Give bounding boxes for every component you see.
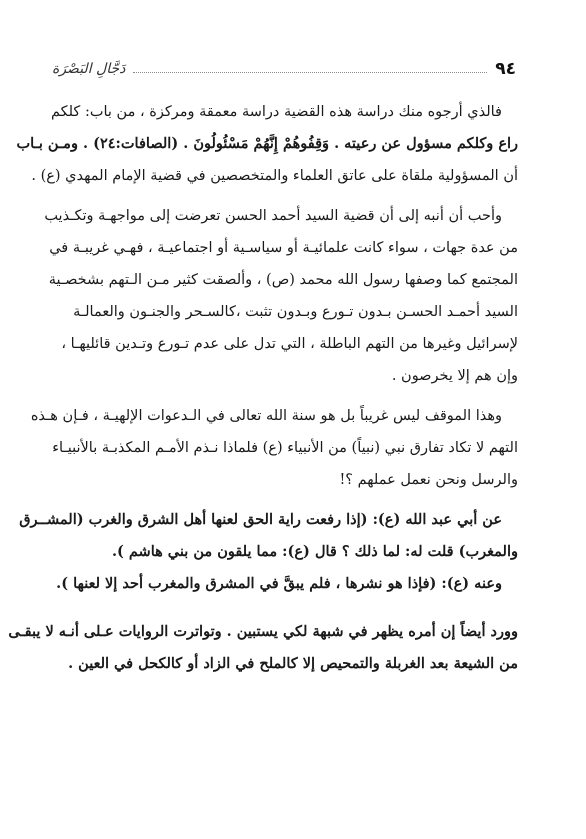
text-line: لإسرائيل وغيرها من التهم الباطلة ، التي تدل على عدم تـورع وتـدين قائليهـا ، [61, 336, 518, 352]
header-divider [133, 72, 487, 73]
paragraph-gap [52, 192, 518, 200]
text-line: فالذي أرجوه منك دراسة هذه القضية دراسة معمقة ومركزة ، من باب: كلكم [50, 104, 502, 120]
paragraph-gap [52, 608, 518, 616]
text-line: وإن هم إلا يخرصون . [391, 368, 518, 384]
page-number: ٩٤ [495, 59, 516, 79]
paragraph-gap [52, 600, 518, 608]
text-line: من الشيعة بعد الغربلة والتمحيص إلا كالملح في الزاد أو كالكحل في العين . [68, 655, 518, 672]
paragraph-2 [44, 200, 518, 392]
text-line: أن المسؤولية ملقاة على عاتق العلماء والمتخصصين في قضية الإمام المهدي (ع) . [31, 168, 518, 184]
text-line: عن أبي عبد الله (ع): (إذا رفعت راية الحق لعنها أهل الشرق والغرب (المشــرق [19, 511, 502, 528]
text-line: راع وكلكم مسؤول عن رعيته . وَقِفُوهُمْ إِنَّهُمْ مَسْئُولُونَ . (الصافات:٢٤) . ومـن بـاب [16, 135, 518, 152]
text-line: والمغرب) قلت له: لما ذلك ؟ قال (ع): مما يلقون من بني هاشم ). [111, 543, 518, 560]
book-title: دَجَّالِ البَصْرَة [52, 61, 126, 77]
paragraph-3 [30, 400, 518, 496]
text-line: من عدة جهات ، سواء كانت علمائيـة أو سياسـية أو اجتماعيـة ، فهـي غريبـة في [49, 240, 518, 256]
paragraph-gap [52, 392, 518, 400]
text-line: وهذا الموقف ليس غريباً بل هو سنة الله تعالى في الـدعوات الإلهيـة ، فـإن هـذه [30, 408, 502, 424]
text-line: والرسل ونحن نعمل عملهم ؟! [339, 472, 518, 488]
text-line: المجتمع كما وصفها رسول الله محمد (ص) ، وألصقت كثير مـن الـتهم بشخصـية [48, 272, 518, 288]
paragraph-5 [8, 616, 518, 680]
text-line: وورد أيضاً إن أمره يظهر في شبهة لكي يستبين . وتواترت الروايات عـلى أنـه لا يبقـى [8, 623, 518, 640]
paragraph-4 [19, 504, 518, 600]
page-body [8, 96, 518, 680]
text-line: وعنه (ع): (فإذا هو نشرها ، فلم يبقَّ في المشرق والمغرب أحد إلا لعنها ). [56, 575, 502, 592]
text-line: التهم لا تكاد تفارق نبي (نبياً) من الأنبياء (ع) فلماذا نـذم الأمـم المكذبـة بالأنبيـاء [52, 440, 518, 456]
paragraph-1 [16, 96, 518, 192]
text-line: السيد أحمـد الحسـن بـدون تـورع وبـدون تثبت ،كالسـحر والجنـون والعمالـة [73, 304, 518, 320]
paragraph-gap [52, 496, 518, 504]
text-line: وأحب أن أنبه إلى أن قضية السيد أحمد الحسن تعرضت إلى مواجهـة وتكـذيب [44, 208, 502, 224]
page-header [52, 56, 516, 82]
